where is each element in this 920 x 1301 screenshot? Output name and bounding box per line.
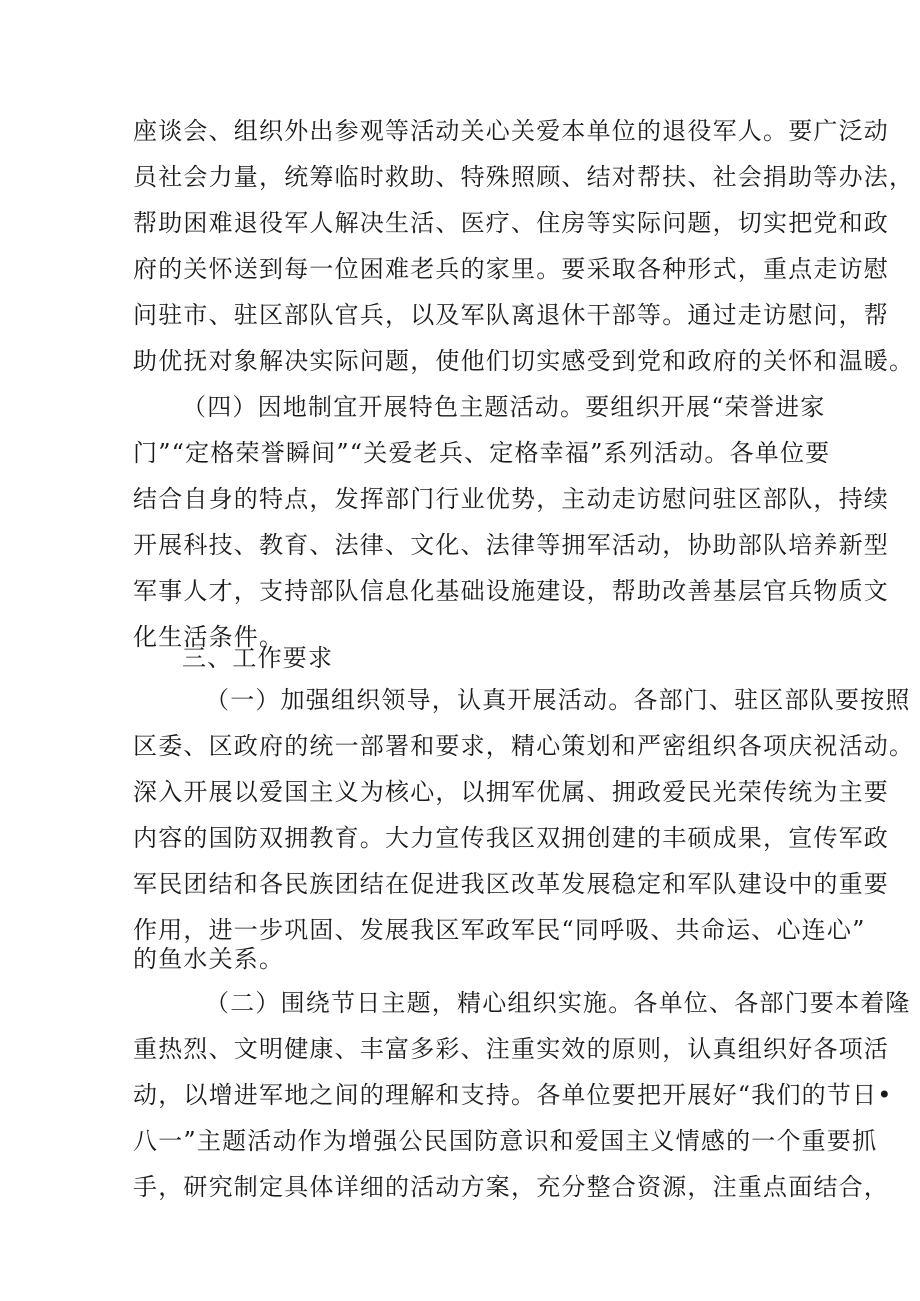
paragraph-line: 深入开展以爱国主义为核心，以拥军优属、拥政爱民光荣传统为主要 bbox=[133, 778, 889, 806]
section-heading-requirements: 三、工作要求 bbox=[182, 644, 334, 672]
paragraph-line: 座谈会、组织外出参观等活动关心关爱本单位的退役军人。要广泛动 bbox=[133, 117, 889, 145]
paragraph-line: 化生活条件。 bbox=[133, 623, 285, 651]
paragraph-line: 结合自身的特点，发挥部门行业优势，主动走访慰问驻区部队，持续 bbox=[133, 485, 889, 513]
paragraph-line: 作用，进一步巩固、发展我区军政军民“同呼吸、共命运、心连心” bbox=[133, 916, 866, 944]
paragraph-line: 军民团结和各民族团结在促进我区改革发展稳定和军队建设中的重要 bbox=[133, 870, 889, 898]
section-heading-2: （二）围绕节日主题，精心组织实施。各单位、各部门要本着隆 bbox=[205, 989, 911, 1017]
paragraph-line: 动，以增进军地之间的理解和支持。各单位要把开展好“我们的节日• bbox=[133, 1081, 893, 1109]
paragraph-line: 重热烈、文明健康、丰富多彩、注重实效的原则，认真组织好各项活 bbox=[133, 1035, 889, 1063]
paragraph-line: 八一”主题活动作为增强公民国防意识和爱国主义情感的一个重要抓 bbox=[133, 1127, 878, 1155]
paragraph-line: 区委、区政府的统一部署和要求，精心策划和严密组织各项庆祝活动。 bbox=[133, 732, 915, 760]
paragraph-line: 内容的国防双拥教育。大力宣传我区双拥创建的丰硕成果，宣传军政 bbox=[133, 824, 889, 852]
paragraph-line: 问驻市、驻区部队官兵，以及军队离退休干部等。通过走访慰问，帮 bbox=[133, 301, 889, 329]
paragraph-line: 军事人才，支持部队信息化基础设施建设，帮助改善基层官兵物质文 bbox=[133, 577, 889, 605]
paragraph-line: 助优抚对象解决实际问题，使他们切实感受到党和政府的关怀和温暖。 bbox=[133, 347, 915, 375]
paragraph-line: 手，研究制定具体详细的活动方案，充分整合资源，注重点面结合， bbox=[133, 1173, 889, 1201]
section-heading-1: （一）加强组织领导，认真开展活动。各部门、驻区部队要按照 bbox=[205, 686, 911, 714]
paragraph-line: 帮助困难退役军人解决生活、医疗、住房等实际问题，切实把党和政 bbox=[133, 209, 889, 237]
paragraph-line: 门”“定格荣誉瞬间”“关爱老兵、定格幸福”系列活动。各单位要 bbox=[133, 439, 831, 467]
paragraph-line: 的鱼水关系。 bbox=[133, 945, 285, 973]
paragraph-line: 员社会力量，统筹临时救助、特殊照顾、结对帮扶、社会捐助等办法， bbox=[133, 163, 915, 191]
section-heading-4: （四）因地制宜开展特色主题活动。要组织开展“荣誉进家 bbox=[182, 393, 826, 421]
paragraph-line: 开展科技、教育、法律、文化、法律等拥军活动，协助部队培养新型 bbox=[133, 531, 889, 559]
paragraph-line: 府的关怀送到每一位困难老兵的家里。要采取各种形式，重点走访慰 bbox=[133, 255, 889, 283]
